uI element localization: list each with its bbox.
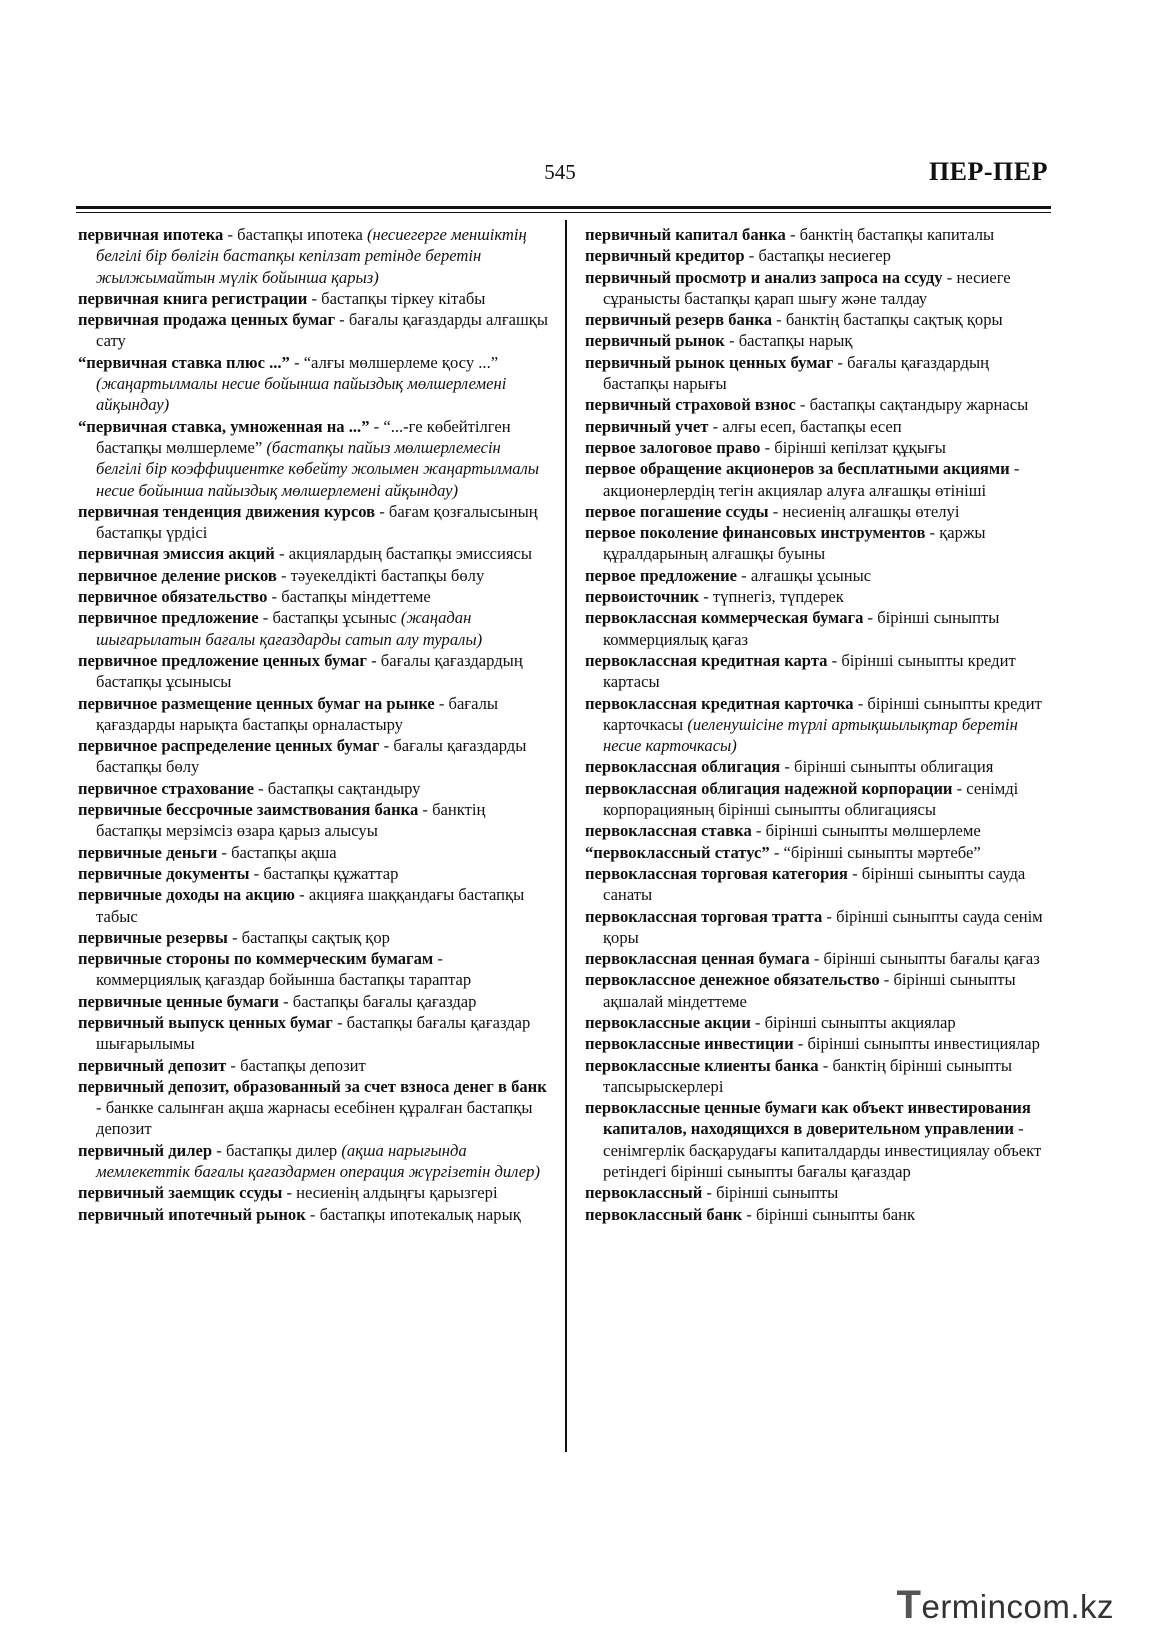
entry-translation: банктің бастапқы сақтық қоры bbox=[785, 310, 1003, 330]
column-divider bbox=[565, 220, 567, 1452]
dictionary-entry: первоклассные клиенты банка - банктің бірінші сыныпты тапсырыскерлері bbox=[585, 1055, 1013, 1096]
entry-term: первичный капитал банка bbox=[585, 225, 786, 244]
entry-translation: бірінші сыныпты bbox=[716, 1183, 839, 1203]
dictionary-entry: первичный заемщик ссуды - несиенің алдыңғы қарызгері bbox=[78, 1183, 498, 1203]
dictionary-entry: первоклассная кредитная карта - бірінші сыныпты кредит картасы bbox=[585, 650, 1016, 692]
entry-term: первичная книга регистрации bbox=[78, 288, 308, 308]
entry-term: первичный кредитор bbox=[585, 246, 745, 266]
entry-term: первичный заемщик ссуды bbox=[78, 1183, 283, 1203]
entry-term: первое предложение bbox=[585, 565, 738, 585]
dictionary-entry: первичная тенденция движения курсов - бағам қозғалысының бастапқы үрдісі bbox=[78, 501, 538, 543]
entry-translation: бағалы қағаздарды нарықта бастапқы орналастыру bbox=[96, 693, 499, 734]
dictionary-entry: первичный депозит - бастапқы депозит bbox=[78, 1055, 366, 1075]
watermark-logo bbox=[897, 1583, 1114, 1628]
entry-term: первоклассный bbox=[585, 1183, 703, 1203]
dictionary-entry: первоклассная ценная бумага - бірінші сыныпты бағалы қағаз bbox=[585, 949, 1040, 969]
dictionary-entry: первоклассные инвестиции - бірінші сыныпты инвестициялар bbox=[585, 1034, 1040, 1054]
entry-term: первичный выпуск ценных бумаг bbox=[78, 1012, 333, 1032]
dictionary-entry: первичное размещение ценных бумаг на рынке - бағалы қағаздарды нарықта бастапқы орналастыру bbox=[78, 693, 499, 734]
entry-translation: бастапқы ақша bbox=[231, 842, 337, 862]
dictionary-entry: первичный капитал банка - банктің бастапқы капиталы bbox=[585, 225, 995, 244]
entry-term: первичные резервы bbox=[78, 927, 228, 947]
entry-term: первоклассная ценная бумага bbox=[585, 949, 810, 969]
dictionary-entry: первоклассное денежное обязательство - бірінші сыныпты ақшалай міндеттеме bbox=[585, 970, 1016, 1011]
dictionary-entry: первоклассный - бірінші сыныпты bbox=[585, 1183, 839, 1203]
dictionary-entry: первичное страхование - бастапқы сақтандыру bbox=[78, 778, 421, 798]
dictionary-entry: первое предложение - алғашқы ұсыныс bbox=[585, 565, 872, 585]
entry-translation: бірінші сыныпты кредит карточкасы bbox=[603, 693, 1042, 734]
entry-translation: бастапқы ипотекалық нарық bbox=[319, 1204, 521, 1224]
entry-term: первое погашение ссуды bbox=[585, 501, 769, 521]
dictionary-entry: первичная книга регистрации - бастапқы тіркеу кітабы bbox=[78, 288, 486, 308]
dictionary-entry: первоклассная кредитная карточка - бірінші сыныпты кредит карточкасы (иеленушісіне түрлі артықшылықтар беретін несие карточкасы) bbox=[585, 693, 1042, 756]
dictionary-entry: первичные стороны по коммерческим бумагам - коммерциялық қағаздар бойынша бастапқы тараптар bbox=[78, 949, 472, 990]
entry-translation: бірінші сыныпты коммерциялық қағаз bbox=[603, 608, 1000, 649]
dictionary-entry: первоклассная торговая категория - бірінші сыныпты сауда санаты bbox=[585, 863, 1026, 905]
dictionary-entry: первое погашение ссуды - несиенің алғашқы өтелуі bbox=[585, 501, 960, 521]
dictionary-entry: первое поколение финансовых инструментов - қаржы құралдарының алғашқы буыны bbox=[585, 523, 986, 564]
header-rule-thin bbox=[76, 212, 1051, 213]
entry-note: (ақша нарығында мемлекеттік бағалы қағаздармен операция жүргізетін дилер) bbox=[96, 1140, 540, 1182]
entry-term: первичный дилер bbox=[78, 1140, 213, 1160]
entry-translation: бірінші сыныпты акциялар bbox=[764, 1012, 956, 1032]
entry-translation: бірінші сыныпты инвестициялар bbox=[807, 1034, 1040, 1054]
dictionary-entry: первоклассные ценные бумаги как объект инвестирования капиталов, находящихся в доверительном управлении - сенімгерлік басқарудағы капиталдарды инвестициялау объект ретіндегі бірінші сыныпты бағалы қағаздар bbox=[585, 1098, 1042, 1182]
entry-term: первоклассная ставка bbox=[585, 821, 752, 841]
entry-term: первоклассные клиенты банка bbox=[585, 1055, 819, 1075]
entry-translation: бастапқы депозит bbox=[240, 1055, 366, 1075]
entry-term: первоклассное денежное обязательство bbox=[585, 970, 880, 990]
dictionary-entry: первичное предложение - бастапқы ұсыныс (жаңадан шығарылатын бағалы қағаздарды сатып алу туралы) bbox=[78, 608, 483, 649]
left-column bbox=[78, 224, 550, 1225]
entry-translation: “алғы мөлшерлеме қосу ...” bbox=[303, 352, 499, 372]
entry-term: первоисточник bbox=[585, 587, 700, 607]
dictionary-entry: первичное распределение ценных бумаг - бағалы қағаздарды бастапқы бөлу bbox=[78, 736, 527, 777]
page-header-title: ПЕР-ПЕР bbox=[928, 157, 1048, 186]
entry-term: первичные ценные бумаги bbox=[78, 991, 279, 1011]
dictionary-entry: первичные доходы на акцию - акцияға шаққандағы бастапқы табыс bbox=[78, 885, 525, 926]
right-column bbox=[585, 224, 1051, 1225]
dictionary-entry: первичное обязательство - бастапқы міндеттеме bbox=[78, 587, 431, 607]
entry-translation: бастапқы нарық bbox=[738, 331, 853, 351]
watermark-text: ermincom.kz bbox=[921, 1588, 1114, 1625]
dictionary-entry: первое залоговое право - бірінші кепілзат құқығы bbox=[585, 437, 946, 457]
entry-term: первичный резерв банка bbox=[585, 310, 772, 330]
dictionary-entry: первичная ипотека - бастапқы ипотека (несиегерге меншіктің белгілі бір бөлігін бастапқы кепілзат ретінде беретін жылжымайтын мүлік бойынша қарыз) bbox=[78, 225, 527, 287]
entry-translation: бағалы қағаздардың бастапқы нарығы bbox=[603, 352, 989, 394]
entry-translation: бірінші сыныпты ақшалай міндеттеме bbox=[603, 970, 1016, 1011]
entry-term: первичное деление рисков bbox=[78, 565, 277, 585]
dictionary-entry: “первичная ставка плюс ...” - “алғы мөлшерлеме қосу ...” (жаңартылмалы несие бойынша пайыздық мөлшерлемені айқындау) bbox=[78, 352, 507, 415]
entry-translation: бірінші сыныпты мөлшерлеме bbox=[765, 821, 981, 841]
watermark-letter: T bbox=[896, 1583, 922, 1627]
entry-term: первичные доходы на акцию bbox=[78, 885, 295, 905]
dictionary-entry: первичные ценные бумаги - бастапқы бағалы қағаздар bbox=[78, 991, 477, 1011]
entry-term: первоклассная кредитная карточка bbox=[585, 693, 854, 713]
dictionary-entry: первичный резерв банка - банктің бастапқы сақтық қоры bbox=[585, 310, 1003, 330]
entry-translation: алғы есеп, бастапқы есеп bbox=[722, 416, 902, 436]
entry-term: “первоклассный статус” bbox=[585, 842, 770, 862]
entry-term: первичная ипотека bbox=[78, 225, 224, 244]
entry-term: первичная эмиссия акций bbox=[78, 544, 275, 564]
dictionary-entry: первичная продажа ценных бумаг - бағалы қағаздарды алғашқы сату bbox=[78, 310, 548, 351]
entry-translation: бастапқы несиегер bbox=[758, 246, 891, 266]
entry-term: первое поколение финансовых инструментов bbox=[585, 523, 926, 543]
dictionary-entry: первичные деньги - бастапқы ақша bbox=[78, 842, 337, 862]
dictionary-entry: “первоклассный статус” - “бірінші сыныпты мәртебе” bbox=[585, 842, 981, 862]
entry-translation: банктің бірінші сыныпты тапсырыскерлері bbox=[603, 1055, 1013, 1096]
entry-term: первичные бессрочные заимствования банка bbox=[78, 800, 419, 820]
dictionary-entry: первичный ипотечный рынок - бастапқы ипотекалық нарық bbox=[78, 1204, 521, 1224]
entry-translation: бастапқы сақтандыру bbox=[267, 778, 421, 798]
entry-term: первичная продажа ценных бумаг bbox=[78, 310, 336, 330]
entry-term: первичное страхование bbox=[78, 778, 254, 798]
entry-translation: қаржы құралдарының алғашқы буыны bbox=[603, 523, 986, 564]
entry-translation: түпнегіз, түпдерек bbox=[712, 587, 844, 607]
entry-translation: несиеге сұранысты бастапқы қарап шығу және талдау bbox=[603, 267, 1011, 308]
dictionary-entry: первичный кредитор - бастапқы несиегер bbox=[585, 246, 891, 266]
dictionary-entry: “первичная ставка, умноженная на ...” - “...-ге көбейтілген бастапқы мөлшерлеме” (бастапқы пайыз мөлшерлемесін белгілі бір коэффициентке көбейту жолымен жаңартылмалы несие бойынша пайыздық мөлшерлемені айқындау) bbox=[78, 416, 540, 500]
entry-translation: бастапқы міндеттеме bbox=[281, 587, 431, 607]
entry-translation: бірінші сыныпты кредит картасы bbox=[603, 650, 1016, 692]
entry-term: первичный рынок bbox=[585, 331, 725, 351]
entry-term: первое обращение акционеров за бесплатными акциями bbox=[585, 459, 1010, 479]
entry-term: первичное предложение ценных бумаг bbox=[78, 650, 367, 670]
dictionary-entry: первичный просмотр и анализ запроса на ссуду - несиеге сұранысты бастапқы қарап шығу және талдау bbox=[585, 267, 1011, 308]
entry-term: первичные стороны по коммерческим бумагам bbox=[78, 949, 434, 969]
entry-translation: алғашқы ұсыныс bbox=[750, 565, 872, 585]
entry-term: первичное размещение ценных бумаг на рынке bbox=[78, 693, 435, 713]
entry-note: (жаңартылмалы несие бойынша пайыздық мөлшерлемені айқындау) bbox=[96, 374, 507, 415]
dictionary-entry: первичное предложение ценных бумаг - бағалы қағаздардың бастапқы ұсынысы bbox=[78, 650, 523, 692]
entry-term: первичная тенденция движения курсов bbox=[78, 501, 376, 521]
entry-term: первоклассная торговая тратта bbox=[585, 906, 823, 926]
entry-term: первоклассная коммерческая бумага bbox=[585, 608, 864, 628]
entry-term: первичный ипотечный рынок bbox=[78, 1204, 306, 1224]
entry-translation: банктің бастапқы капиталы bbox=[799, 225, 995, 244]
entry-translation: бастапқы бағалы қағаздар bbox=[292, 991, 477, 1011]
entry-term: первоклассная торговая категория bbox=[585, 863, 848, 883]
entry-translation: тәуекелдікті бастапқы бөлу bbox=[290, 565, 485, 585]
dictionary-entry: первичные документы - бастапқы құжаттар bbox=[78, 863, 399, 883]
entry-term: первичный депозит bbox=[78, 1055, 227, 1075]
dictionary-entry: первичный рынок ценных бумаг - бағалы қағаздардың бастапқы нарығы bbox=[585, 352, 989, 394]
entry-term: первичный рынок ценных бумаг bbox=[585, 352, 834, 372]
entry-translation: бастапқы сақтық қор bbox=[241, 927, 390, 947]
entry-term: первоклассные инвестиции bbox=[585, 1034, 794, 1054]
entry-translation: бірінші сыныпты сауда санаты bbox=[603, 863, 1026, 905]
entry-term: первое залоговое право bbox=[585, 437, 761, 457]
entry-term: первичное обязательство bbox=[78, 587, 268, 607]
entry-translation: бастапқы құжаттар bbox=[263, 863, 399, 883]
entry-translation: бірінші сыныпты облигация bbox=[794, 757, 994, 777]
entry-translation: несиенің алғашқы өтелуі bbox=[782, 501, 960, 521]
entry-translation: бірінші сыныпты сауда сенім қоры bbox=[603, 906, 1043, 947]
entry-note: (жаңадан шығарылатын бағалы қағаздарды сатып алу туралы) bbox=[96, 608, 483, 649]
entry-translation: акциялардың бастапқы эмиссиясы bbox=[288, 544, 532, 564]
dictionary-entry: первичные резервы - бастапқы сақтық қор bbox=[78, 927, 390, 947]
entry-translation: бастапқы сақтандыру жарнасы bbox=[809, 395, 1029, 415]
entry-term: первичный просмотр и анализ запроса на ссуду bbox=[585, 267, 943, 287]
entry-term: первоклассные ценные бумаги как объект инвестирования капиталов, находящихся в доверительном управлении bbox=[585, 1098, 1031, 1139]
entry-translation: “...-ге көбейтілген бастапқы мөлшерлеме” bbox=[96, 416, 511, 457]
dictionary-entry: первоклассные акции - бірінші сыныпты акциялар bbox=[585, 1012, 956, 1032]
dictionary-entry: первичный рынок - бастапқы нарық bbox=[585, 331, 853, 351]
entry-term: первоклассный банк bbox=[585, 1204, 743, 1224]
header-rule-thick bbox=[76, 206, 1051, 209]
entry-term: “первичная ставка, умноженная на ...” bbox=[78, 416, 370, 436]
entry-term: первоклассная облигация надежной корпорации bbox=[585, 778, 953, 798]
entry-translation: бастапқы тіркеу кітабы bbox=[321, 288, 486, 308]
entry-note: (несиегерге меншіктің белгілі бір бөлігін бастапқы кепілзат ретінде беретін жылжымайтын мүлік бойынша қарыз) bbox=[96, 225, 527, 287]
dictionary-entry: первоклассная коммерческая бумага - бірінші сыныпты коммерциялық қағаз bbox=[585, 608, 1000, 649]
entry-term: первоклассная облигация bbox=[585, 757, 781, 777]
dictionary-entry: первичный выпуск ценных бумаг - бастапқы бағалы қағаздар шығарылымы bbox=[78, 1012, 531, 1054]
entry-translation: сенімді корпорацияның бірінші сыныпты облигациясы bbox=[603, 778, 1019, 820]
entry-translation: бірінші сыныпты бағалы қағаз bbox=[823, 949, 1040, 969]
entry-translation: банктің бастапқы мерзімсіз өзара қарыз алысуы bbox=[96, 800, 486, 841]
entry-translation: акцияға шаққандағы бастапқы табыс bbox=[96, 885, 525, 926]
dictionary-entry: первичное деление рисков - тәуекелдікті бастапқы бөлу bbox=[78, 565, 485, 585]
entry-term: первоклассные акции bbox=[585, 1012, 751, 1032]
entry-term: первичный депозит, образованный за счет взноса денег в банк bbox=[78, 1076, 547, 1096]
entry-translation: банкке салынған ақша жарнасы есебінен құралған бастапқы депозит bbox=[96, 1098, 533, 1139]
entry-translation: бастапқы ипотека bbox=[237, 225, 363, 244]
entry-term: первичные деньги bbox=[78, 842, 218, 862]
dictionary-entry: первое обращение акционеров за бесплатными акциями - акционерлердің тегін акциялар алуға алғашқы өтініші bbox=[585, 459, 1020, 500]
entry-term: первичное предложение bbox=[78, 608, 259, 628]
entry-translation: коммерциялық қағаздар бойынша бастапқы тараптар bbox=[96, 970, 472, 990]
entry-translation: бірінші сыныпты банк bbox=[755, 1204, 916, 1224]
entry-translation: несиенің алдыңғы қарызгері bbox=[296, 1183, 498, 1203]
entry-translation: бағалы қағаздарды бастапқы бөлу bbox=[96, 736, 527, 777]
entry-translation: бірінші кепілзат құқығы bbox=[774, 437, 946, 457]
dictionary-entry: первоклассная облигация - бірінші сыныпты облигация bbox=[585, 757, 994, 777]
entry-translation: бағалы қағаздарды алғашқы сату bbox=[96, 310, 548, 351]
entry-note: (иеленушісіне түрлі артықшылықтар беретін несие карточкасы) bbox=[603, 714, 1018, 756]
entry-note: (бастапқы пайыз мөлшерлемесін белгілі бір коэффициентке көбейту жолымен жаңартылмалы несие бойынша пайыздық мөлшерлемені айқындау) bbox=[96, 437, 540, 500]
entry-term: первичный страховой взнос bbox=[585, 395, 796, 415]
entry-translation: бастапқы дилер bbox=[225, 1140, 338, 1160]
dictionary-entry: первоклассная облигация надежной корпорации - сенімді корпорацияның бірінші сыныпты облигациясы bbox=[585, 778, 1019, 820]
dictionary-entry: первичный дилер - бастапқы дилер (ақша нарығында мемлекеттік бағалы қағаздармен операция жүргізетін дилер) bbox=[78, 1140, 540, 1182]
dictionary-entry: первичная эмиссия акций - акциялардың бастапқы эмиссиясы bbox=[78, 544, 532, 564]
entry-translation: бағам қозғалысының бастапқы үрдісі bbox=[96, 501, 538, 543]
dictionary-entry: первичные бессрочные заимствования банка - банктің бастапқы мерзімсіз өзара қарыз алысуы bbox=[78, 800, 486, 841]
entry-term: первичный учет bbox=[585, 416, 709, 436]
dictionary-entry: первоклассная ставка - бірінші сыныпты мөлшерлеме bbox=[585, 821, 981, 841]
dictionary-entry: первоисточник - түпнегіз, түпдерек bbox=[585, 587, 844, 607]
entry-translation: акционерлердің тегін акциялар алуға алғашқы өтініші bbox=[603, 480, 987, 500]
dictionary-entry: первичный страховой взнос - бастапқы сақтандыру жарнасы bbox=[585, 395, 1029, 415]
page-number: 545 bbox=[544, 160, 576, 184]
entry-translation: сенімгерлік басқарудағы капиталдарды инвестициялау объект ретіндегі бірінші сыныпты бағалы қағаздар bbox=[603, 1140, 1042, 1182]
entry-translation: бастапқы ұсыныс bbox=[272, 608, 397, 628]
entry-term: “первичная ставка плюс ...” bbox=[78, 352, 290, 372]
entry-term: первичные документы bbox=[78, 863, 250, 883]
dictionary-entry: первоклассный банк - бірінші сыныпты банк bbox=[585, 1204, 916, 1224]
entry-translation: бағалы қағаздардың бастапқы ұсынысы bbox=[96, 650, 523, 692]
dictionary-entry: первичный учет - алғы есеп, бастапқы есеп bbox=[585, 416, 902, 436]
entry-translation: бастапқы бағалы қағаздар шығарылымы bbox=[96, 1012, 531, 1054]
dictionary-entry: первоклассная торговая тратта - бірінші сыныпты сауда сенім қоры bbox=[585, 906, 1043, 947]
entry-translation: “бірінші сыныпты мәртебе” bbox=[783, 842, 981, 862]
dictionary-entry: первичный депозит, образованный за счет взноса денег в банк - банкке салынған ақша жарнасы есебінен құралған бастапқы депозит bbox=[78, 1076, 547, 1139]
entry-term: первичное распределение ценных бумаг bbox=[78, 736, 380, 756]
entry-term: первоклассная кредитная карта bbox=[585, 650, 828, 670]
